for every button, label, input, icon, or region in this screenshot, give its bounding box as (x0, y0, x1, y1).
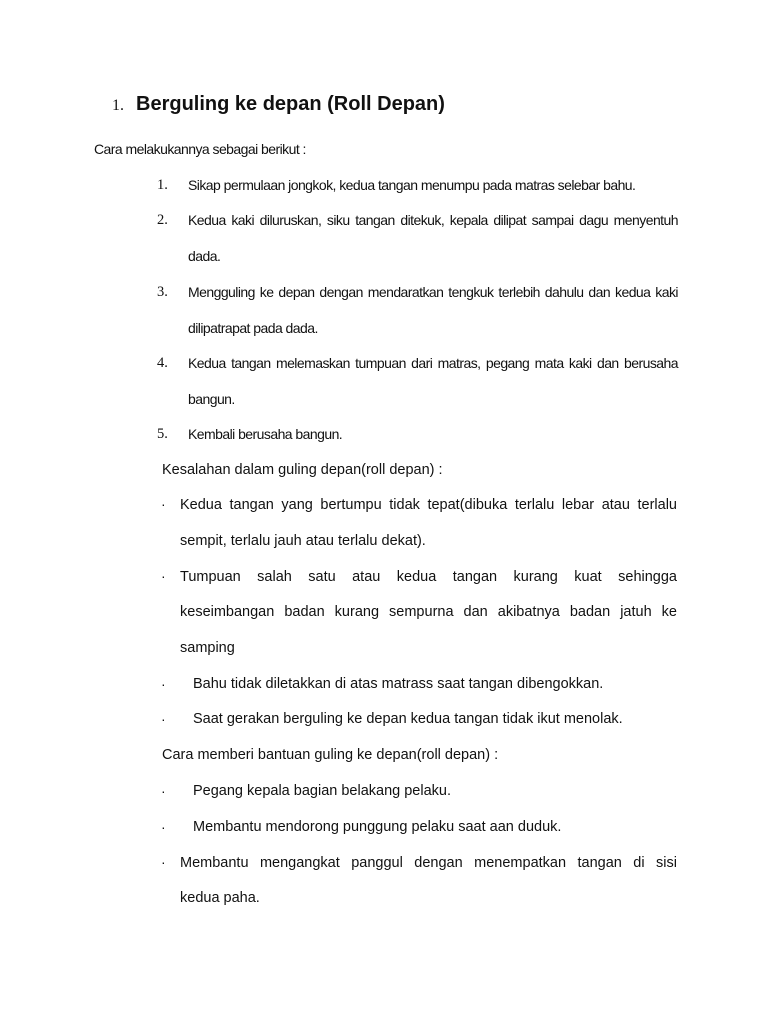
step-text: Sikap permulaan jongkok, kedua tangan menumpu pada matras selebar bahu. (188, 177, 636, 193)
step-number: 4. (157, 355, 168, 371)
error-item-continued: keseimbangan badan kurang sempurna dan akibatnya badan jatuh ke (180, 604, 677, 620)
bullet-icon: · (161, 711, 166, 727)
step-text-continued: bangun. (188, 391, 235, 407)
step-number: 1. (157, 177, 168, 193)
help-item: Membantu mengangkat panggul dengan menempatkan tangan di sisi (180, 855, 677, 871)
help-item: Membantu mendorong punggung pelaku saat aan duduk. (193, 819, 562, 835)
bullet-icon: · (161, 854, 166, 870)
error-item: Tumpuan salah satu atau kedua tangan kurang kuat sehingga (180, 569, 677, 585)
bullet-icon: · (161, 819, 166, 835)
section-title: Berguling ke depan (Roll Depan) (136, 93, 445, 115)
help-heading: Cara memberi bantuan guling ke depan(roll depan) : (162, 747, 499, 763)
bullet-icon: · (161, 783, 166, 799)
step-text-continued: dada. (188, 248, 221, 264)
step-text: Mengguling ke depan dengan mendaratkan tengkuk terlebih dahulu dan kedua kaki (188, 284, 678, 300)
help-item: Pegang kepala bagian belakang pelaku. (193, 783, 451, 799)
step-text-continued: dilipatrapat pada dada. (188, 320, 318, 336)
step-text: Kedua kaki diluruskan, siku tangan ditekuk, kepala dilipat sampai dagu menyentuh (188, 212, 678, 228)
error-item-continued: samping (180, 640, 235, 656)
errors-heading: Kesalahan dalam guling depan(roll depan) : (162, 462, 443, 478)
step-number: 5. (157, 426, 168, 442)
bullet-icon: · (161, 496, 166, 512)
section-heading (112, 93, 445, 116)
error-item: Bahu tidak diletakkan di atas matrass saat tangan dibengokkan. (193, 676, 604, 692)
step-number: 2. (157, 212, 168, 228)
section-number: 1. (112, 97, 124, 114)
bullet-icon: · (161, 676, 166, 692)
step-text: Kedua tangan melemaskan tumpuan dari matras, pegang mata kaki dan berusaha (188, 355, 678, 371)
help-item-continued: kedua paha. (180, 890, 260, 906)
error-item-continued: sempit, terlalu jauh atau terlalu dekat). (180, 533, 426, 549)
error-item: Saat gerakan berguling ke depan kedua tangan tidak ikut menolak. (193, 711, 623, 727)
bullet-icon: · (161, 568, 166, 584)
step-number: 3. (157, 284, 168, 300)
step-text: Kembali berusaha bangun. (188, 426, 343, 442)
intro-text: Cara melakukannya sebagai berikut : (94, 141, 306, 157)
error-item: Kedua tangan yang bertumpu tidak tepat(dibuka terlalu lebar atau terlalu (180, 497, 677, 513)
